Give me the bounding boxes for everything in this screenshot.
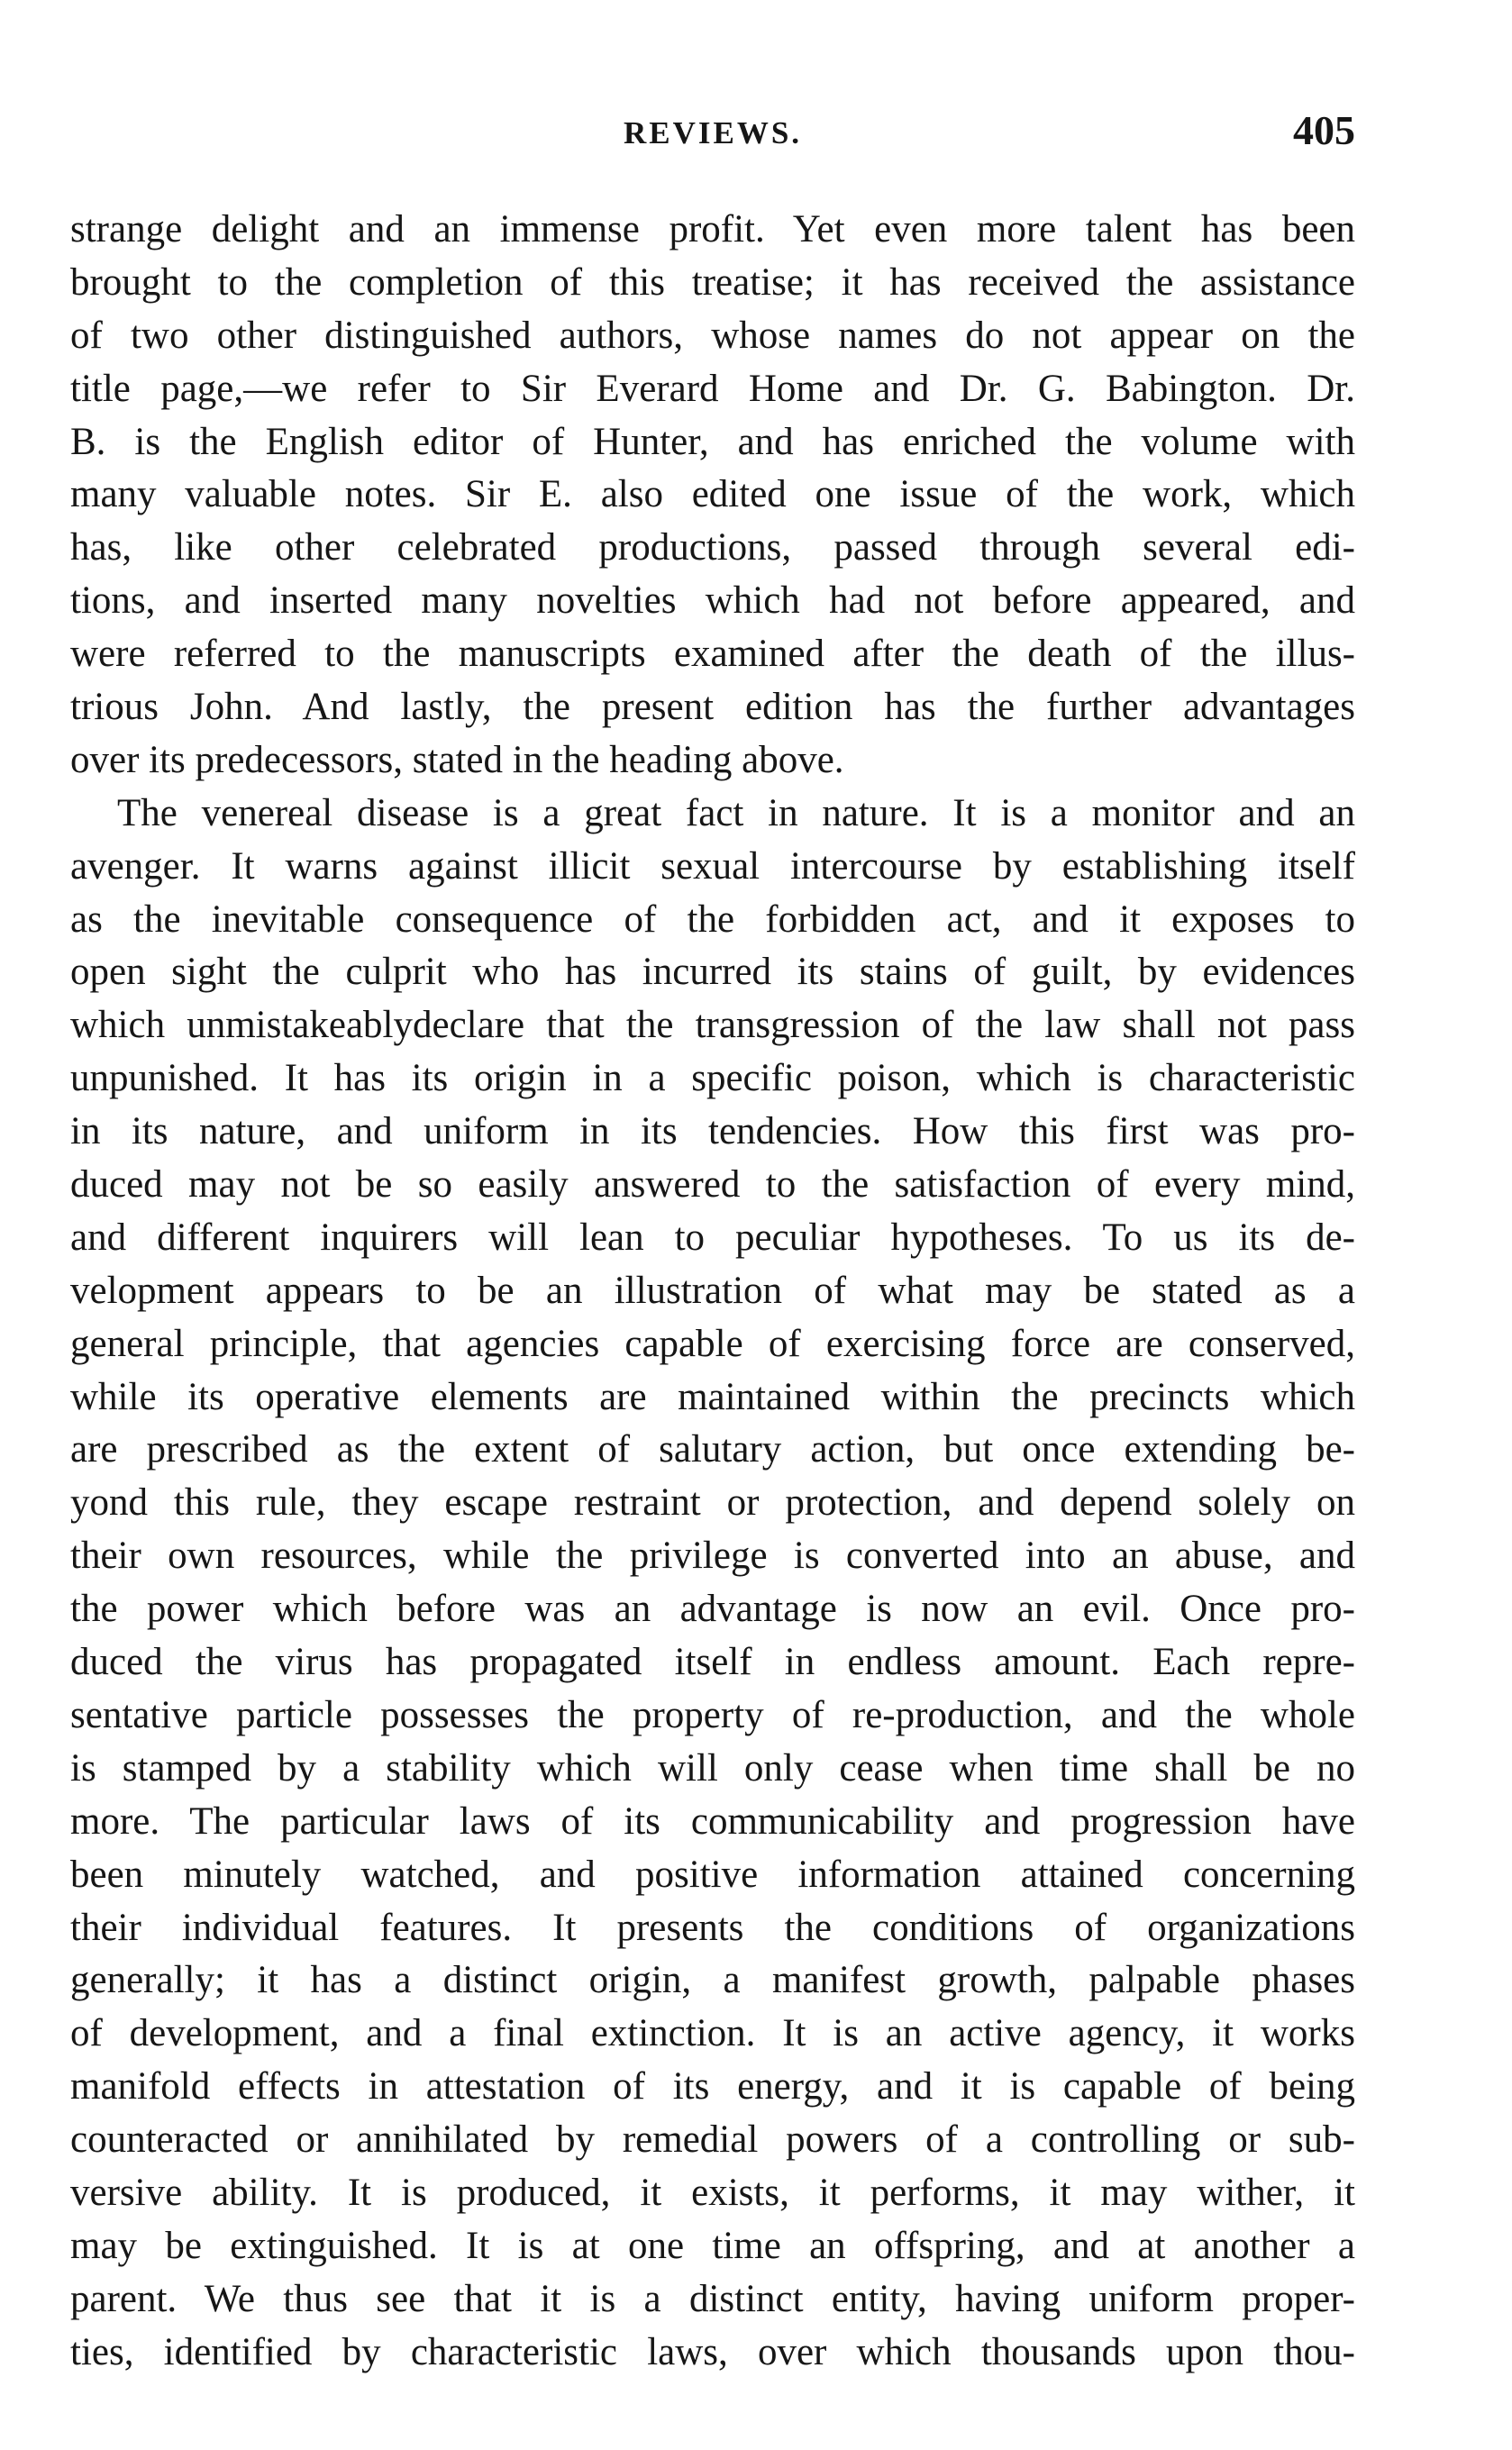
text-line: as the inevitable consequence of the forbidden act, and it exposes to bbox=[70, 897, 1355, 941]
text-line: ties, identified by characteristic laws, over which thousands upon thou- bbox=[70, 2330, 1355, 2373]
text-line: many valuable notes. Sir E. also edited one issue of the work, which bbox=[70, 473, 1355, 516]
text-line: tions, and inserted many novelties which had not before appeared, and bbox=[70, 579, 1355, 623]
text-line: and different inquirers will lean to peculiar hypotheses. To us its de- bbox=[70, 1216, 1355, 1259]
text-line: has, like other celebrated productions, passed through several edi- bbox=[70, 526, 1355, 569]
text-line: their own resources, while the privilege is converted into an abuse, and bbox=[70, 1535, 1355, 1578]
text-line: brought to the completion of this treatise; it has received the assistance bbox=[70, 260, 1355, 304]
text-line: yond this rule, they escape restraint or protection, and depend solely on bbox=[70, 1481, 1355, 1525]
text-line: general principle, that agencies capable of exercising force are conserved, bbox=[70, 1322, 1355, 1365]
text-line: duced the virus has propagated itself in endless amount. Each repre- bbox=[70, 1641, 1355, 1684]
text-line: may be extinguished. It is at one time an offspring, and at another a bbox=[70, 2224, 1355, 2267]
text-line: velopment appears to be an illustration of what may be stated as a bbox=[70, 1269, 1355, 1312]
text-line: which unmistakeablydeclare that the transgression of the law shall not pass bbox=[70, 1004, 1355, 1047]
text-line: is stamped by a stability which will only cease when time shall be no bbox=[70, 1746, 1355, 1790]
text-line: been minutely watched, and positive information attained concerning bbox=[70, 1853, 1355, 1896]
text-line: manifold effects in attestation of its energy, and it is capable of being bbox=[70, 2065, 1355, 2108]
text-line: sentative particle possesses the property of re-production, and the whole bbox=[70, 1693, 1355, 1736]
text-line: their individual features. It presents the conditions of organizations bbox=[70, 1906, 1355, 1949]
body-text bbox=[70, 204, 1355, 2380]
text-line: trious John. And lastly, the present edition has the further advantages bbox=[70, 686, 1355, 729]
text-line: avenger. It warns against illicit sexual intercourse by establishing itself bbox=[70, 844, 1355, 888]
running-title: REVIEWS. bbox=[623, 115, 803, 150]
text-line: unpunished. It has its origin in a specific poison, which is characteristic bbox=[70, 1057, 1355, 1100]
text-line: in its nature, and uniform in its tendencies. How this first was pro- bbox=[70, 1110, 1355, 1153]
text-line: of development, and a final extinction. It is an active agency, it works bbox=[70, 2012, 1355, 2055]
text-line: the power which before was an advantage is now an evil. Once pro- bbox=[70, 1588, 1355, 1631]
paragraph-1 bbox=[70, 204, 1355, 788]
text-line: were referred to the manuscripts examined after the death of the illus- bbox=[70, 633, 1355, 676]
text-line: B. is the English editor of Hunter, and has enriched the volume with bbox=[70, 420, 1355, 463]
text-line: are prescribed as the extent of salutary action, but once extending be- bbox=[70, 1428, 1355, 1471]
text-line: versive ability. It is produced, it exists, it performs, it may wither, it bbox=[70, 2171, 1355, 2214]
paragraph-2 bbox=[70, 788, 1355, 2380]
text-line: open sight the culprit who has incurred its stains of guilt, by evidences bbox=[70, 951, 1355, 994]
text-line: while its operative elements are maintained within the precincts which bbox=[70, 1375, 1355, 1418]
page-number: 405 bbox=[1293, 107, 1355, 153]
text-line: strange delight and an immense profit. Yet even more talent has been bbox=[70, 208, 1355, 250]
text-line: counteracted or annihilated by remedial powers of a controlling or sub- bbox=[70, 2118, 1355, 2162]
text-line: over its predecessors, stated in the heading above. bbox=[70, 738, 844, 781]
text-line: title page,—we refer to Sir Everard Home and Dr. G. Babington. Dr. bbox=[70, 367, 1355, 410]
text-line: The venereal disease is a great fact in nature. It is a monitor and an bbox=[117, 791, 1355, 834]
running-header bbox=[70, 106, 1355, 160]
text-line: parent. We thus see that it is a distinct entity, having uniform proper- bbox=[70, 2277, 1355, 2320]
text-line: generally; it has a distinct origin, a manifest growth, palpable phases bbox=[70, 1959, 1355, 2002]
text-line: more. The particular laws of its communicability and progression have bbox=[70, 1799, 1355, 1843]
text-line: of two other distinguished authors, whose names do not appear on the bbox=[70, 314, 1355, 357]
text-line: duced may not be so easily answered to the satisfaction of every mind, bbox=[70, 1163, 1355, 1207]
